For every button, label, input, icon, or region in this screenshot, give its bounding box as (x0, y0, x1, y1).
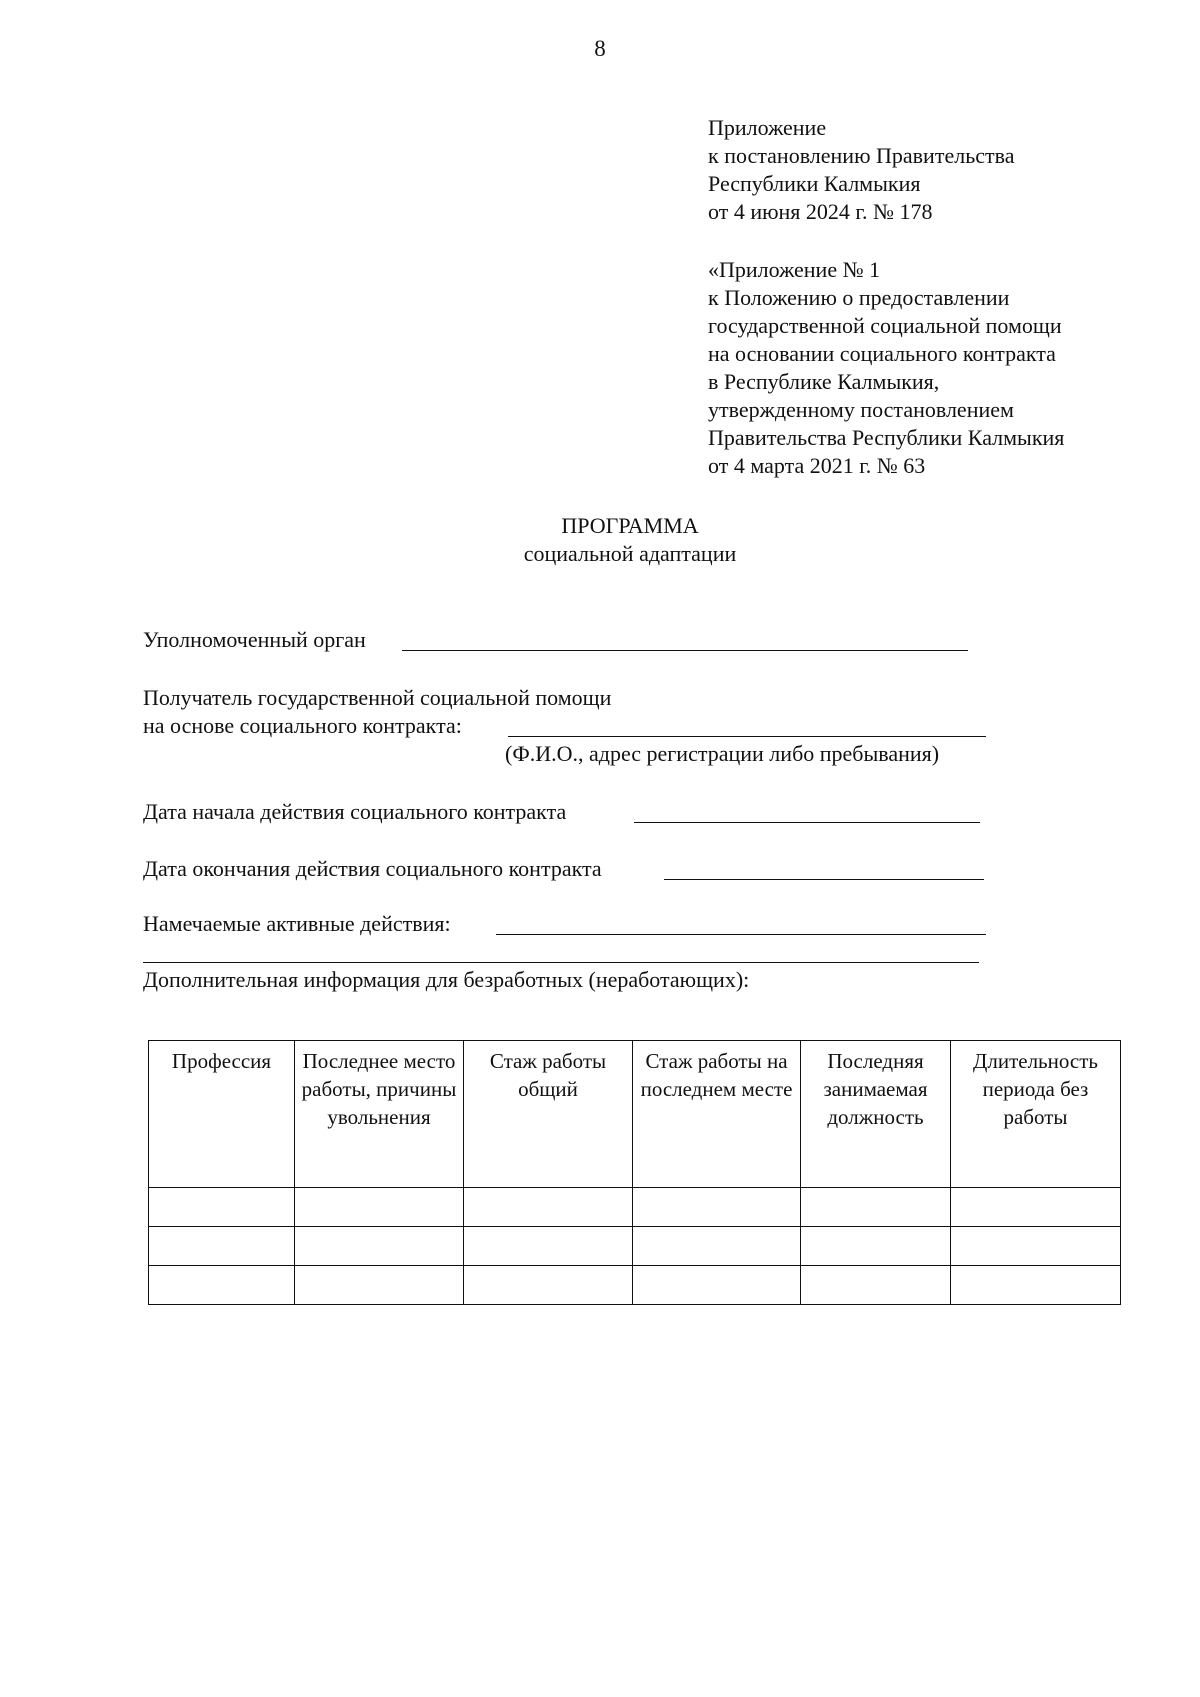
appendix-main (708, 114, 1014, 226)
table-cell[interactable] (633, 1188, 801, 1227)
actions-label: Намечаемые активные действия: (143, 911, 451, 936)
header-last-workplace: Последнее место работы, причины увольнения (295, 1041, 464, 1188)
header-last-position: Последняя занимаемая должность (801, 1041, 951, 1188)
table-cell[interactable] (295, 1188, 464, 1227)
appendix-main-line: Приложение (708, 115, 827, 140)
table-cell[interactable] (633, 1227, 801, 1266)
table-cell[interactable] (295, 1227, 464, 1266)
table-header-row (149, 1041, 1121, 1188)
appendix-sub-line: утвержденному постановлением (708, 397, 1014, 422)
header-unemployment-duration: Длительность периода без работы (951, 1041, 1121, 1188)
table-cell[interactable] (295, 1266, 464, 1305)
end-date-label: Дата окончания действия социального контракта (143, 856, 602, 881)
actions-blank[interactable] (496, 934, 986, 935)
unemployed-info-table (148, 1040, 1121, 1305)
table-cell[interactable] (464, 1188, 633, 1227)
appendix-main-line: к постановлению Правительства (708, 143, 1015, 168)
header-total-experience: Стаж работы общий (464, 1041, 633, 1188)
table-row (149, 1188, 1121, 1227)
header-profession: Профессия (149, 1041, 295, 1188)
table-cell[interactable] (951, 1188, 1121, 1227)
appendix-main-line: от 4 июня 2024 г. № 178 (708, 199, 933, 224)
table-row (149, 1227, 1121, 1266)
appendix-sub-line: Правительства Республики Калмыкия (708, 425, 1065, 450)
appendix-sub-line: к Положению о предоставлении (708, 285, 1010, 310)
authority-blank[interactable] (402, 650, 968, 651)
additional-info-label: Дополнительная информация для безработных (неработающих): (143, 967, 750, 992)
recipient-label-line1: Получатель государственной социальной помощи (143, 685, 612, 710)
appendix-sub-line: в Республике Калмыкия, (708, 369, 940, 394)
recipient-label-line2: на основе социального контракта: (143, 713, 462, 738)
document-title (0, 512, 1200, 568)
table-cell[interactable] (149, 1188, 295, 1227)
appendix-main-line: Республики Калмыкия (708, 171, 921, 196)
table-cell[interactable] (464, 1227, 633, 1266)
table-cell[interactable] (149, 1227, 295, 1266)
title: ПРОГРАММА (561, 513, 699, 538)
table-cell[interactable] (633, 1266, 801, 1305)
table-cell[interactable] (801, 1227, 951, 1266)
table-cell[interactable] (951, 1266, 1121, 1305)
end-date-blank[interactable] (664, 879, 984, 880)
appendix-sub-line: государственной социальной помощи (708, 313, 1062, 338)
start-date-label: Дата начала действия социального контракта (143, 799, 567, 824)
table-row (149, 1266, 1121, 1305)
start-date-blank[interactable] (634, 822, 980, 823)
header-last-place-experience: Стаж работы на последнем месте (633, 1041, 801, 1188)
table-cell[interactable] (951, 1227, 1121, 1266)
actions-blank-line2[interactable] (143, 962, 979, 963)
recipient-blank[interactable] (508, 736, 986, 737)
table-cell[interactable] (801, 1266, 951, 1305)
appendix-sub-line: на основании социального контракта (708, 341, 1056, 366)
page-number: 8 (594, 36, 606, 61)
authority-label: Уполномоченный орган (143, 627, 366, 652)
appendix-sub-line: от 4 марта 2021 г. № 63 (708, 453, 926, 478)
table-cell[interactable] (801, 1188, 951, 1227)
table-cell[interactable] (464, 1266, 633, 1305)
subtitle: социальной адаптации (523, 541, 737, 566)
appendix-sub-line: «Приложение № 1 (708, 257, 881, 282)
table-cell[interactable] (149, 1266, 295, 1305)
appendix-sub (708, 256, 1064, 480)
recipient-caption: (Ф.И.О., адрес регистрации либо пребывания) (505, 741, 940, 766)
